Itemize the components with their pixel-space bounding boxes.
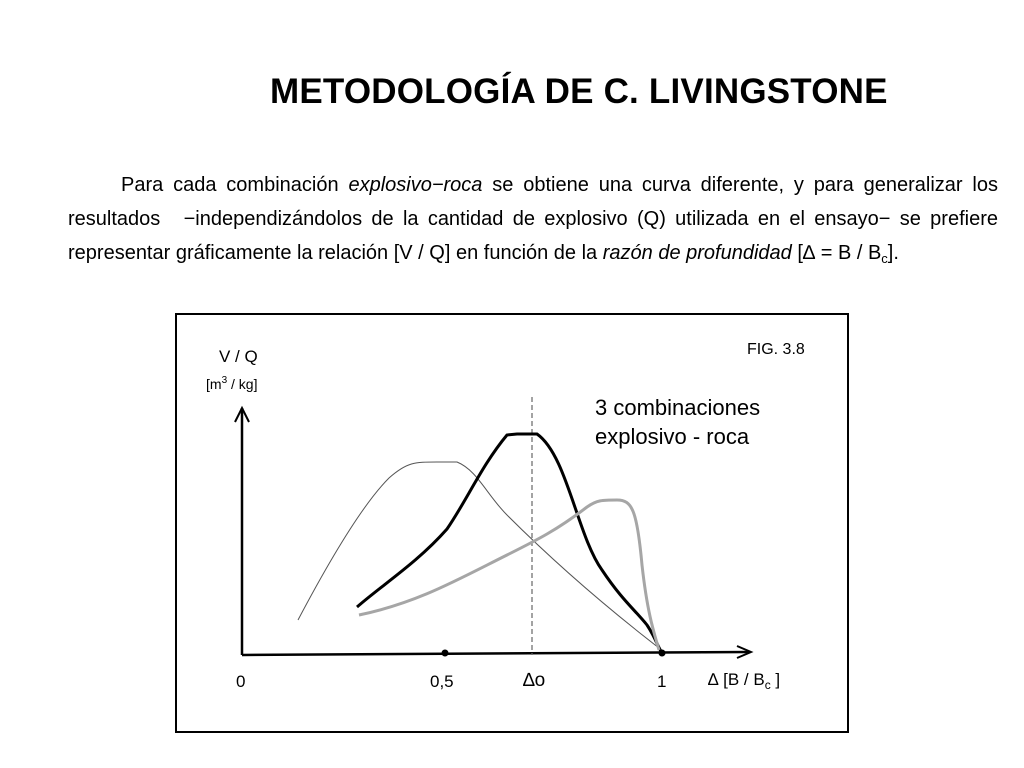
tick-marker-one bbox=[659, 650, 666, 657]
para-text-4: se prefiere representar gráficamente la relación [V / Q] en función de la bbox=[68, 208, 998, 264]
para-subscript: c bbox=[881, 251, 888, 266]
para-text-2: se obtiene una curva diferente, y para generalizar los resultados bbox=[68, 174, 998, 230]
x-tick-delta-o: ∆o bbox=[523, 670, 546, 691]
x-tick-1: 1 bbox=[657, 672, 667, 691]
diagram-canvas bbox=[177, 315, 847, 731]
para-text-6: ]. bbox=[887, 242, 899, 264]
combinations-note bbox=[595, 393, 835, 451]
thin-curve bbox=[298, 462, 659, 648]
x-axis-label: ∆ [$B / B_c$ ] bbox=[708, 670, 781, 692]
figure-3-8 bbox=[175, 313, 849, 733]
para-text-5: [∆ = B / B bbox=[791, 242, 882, 264]
para-text-1: Para cada combinación bbox=[121, 174, 349, 196]
x-tick-0: 0 bbox=[236, 672, 246, 691]
figure-number: FIG. 3.8 bbox=[747, 341, 805, 358]
y-axis-unit: $[m^3 / kg]$ bbox=[206, 375, 258, 392]
para-emphasis-explosivo-roca: explosivo−roca bbox=[348, 174, 483, 196]
y-axis-label: V / Q bbox=[219, 347, 258, 366]
tick-marker-half bbox=[442, 650, 449, 657]
para-text-3: −independizándolos de la cantidad de explosivo (Q) utilizada en el ensayo− bbox=[183, 208, 900, 230]
x-tick-0-5: 0,5 bbox=[430, 672, 454, 691]
grey-curve bbox=[359, 500, 659, 650]
note-line-1: 3 combinaciones bbox=[595, 395, 761, 420]
para-emphasis-razon: razón de profundidad bbox=[602, 242, 792, 264]
x-axis bbox=[242, 652, 749, 655]
note-line-2: explosivo - roca bbox=[595, 424, 750, 449]
intro-paragraph bbox=[68, 168, 998, 270]
bold-curve bbox=[357, 434, 662, 653]
page-title: METODOLOGÍA DE C. LIVINGSTONE bbox=[270, 72, 888, 111]
